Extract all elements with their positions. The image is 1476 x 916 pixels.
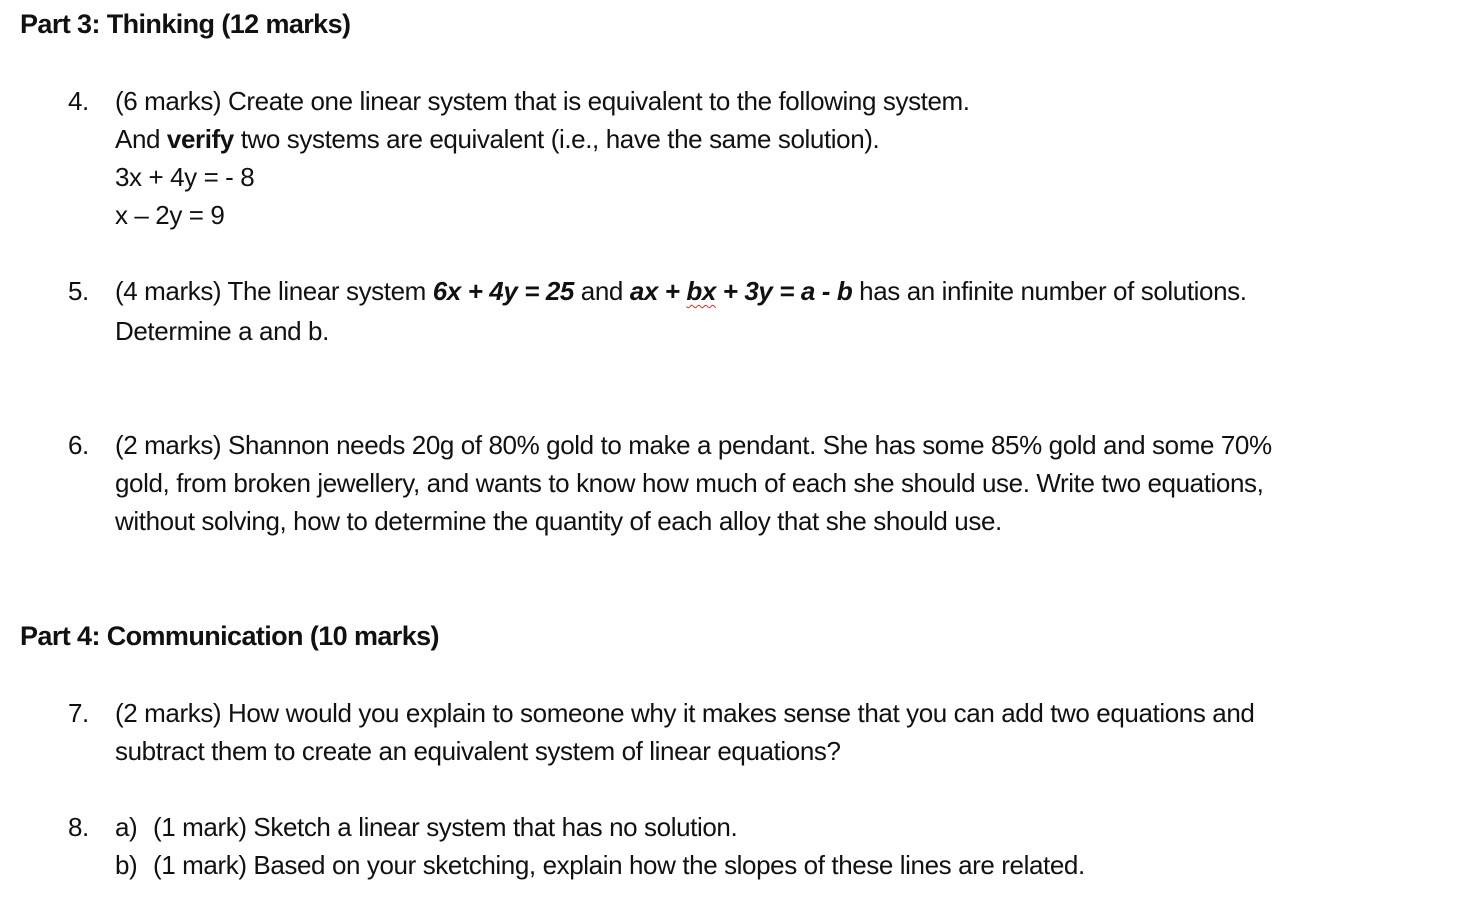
question-8-number: 8. xyxy=(68,812,89,842)
question-6 xyxy=(68,426,1272,540)
equation-b xyxy=(630,276,853,306)
question-4-line2-pre: And xyxy=(115,124,167,154)
question-5-and: and xyxy=(573,276,630,306)
question-7-line1: (2 marks) How would you explain to someone why it makes sense that you can add two equations and xyxy=(115,698,1255,728)
part4-heading: Part 4: Communication (10 marks) xyxy=(20,621,439,651)
question-7-line2: subtract them to create an equivalent system of linear equations? xyxy=(115,736,841,766)
verify-bold-text: verify xyxy=(166,124,234,154)
question-6-line1: (2 marks) Shannon needs 20g of 80% gold to make a pendant. She has some 85% gold and some 70% xyxy=(115,430,1272,460)
question-4-line1: (6 marks) Create one linear system that is equivalent to the following system. xyxy=(115,86,970,116)
question-6-number: 6. xyxy=(68,430,89,460)
equation-b-pre: ax + xyxy=(629,276,687,306)
question-5-intro: (4 marks) The linear system xyxy=(115,276,433,306)
equation-a: 6x + 4y = 25 xyxy=(432,276,574,306)
question-4-line2 xyxy=(115,120,970,158)
question-7-number: 7. xyxy=(68,698,89,728)
question-4-line2-post: two systems are equivalent (i.e., have the same solution). xyxy=(233,124,880,154)
question-5-number: 5. xyxy=(68,276,89,306)
question-5-line2: Determine a and b. xyxy=(115,316,329,346)
question-5 xyxy=(68,272,1247,350)
question-4-number: 4. xyxy=(68,86,89,116)
question-8 xyxy=(68,808,1085,884)
question-4 xyxy=(68,82,970,234)
question-8b xyxy=(115,846,1085,884)
equation-1: 3x + 4y = - 8 xyxy=(115,162,255,192)
question-8a-text: (1 mark) Sketch a linear system that has no solution. xyxy=(153,812,738,842)
equation-2: x – 2y = 9 xyxy=(115,200,225,230)
question-8b-text: (1 mark) Based on your sketching, explain how the slopes of these lines are related. xyxy=(153,850,1085,880)
question-6-line3: without solving, how to determine the quantity of each alloy that she should use. xyxy=(115,506,1002,536)
question-8b-label: b) xyxy=(115,850,138,880)
question-5-line1 xyxy=(115,272,1247,310)
question-8a-label: a) xyxy=(115,812,138,842)
question-5-tail: has an infinite number of solutions. xyxy=(852,276,1247,306)
question-6-line2: gold, from broken jewellery, and wants to know how much of each she should use. Write two equations, xyxy=(115,468,1264,498)
spellcheck-underlined-term: bx xyxy=(686,276,716,306)
equation-b-post: + 3y = a - b xyxy=(715,276,853,306)
part3-heading: Part 3: Thinking (12 marks) xyxy=(20,9,351,39)
question-7 xyxy=(68,694,1254,770)
question-8a xyxy=(115,808,1085,846)
